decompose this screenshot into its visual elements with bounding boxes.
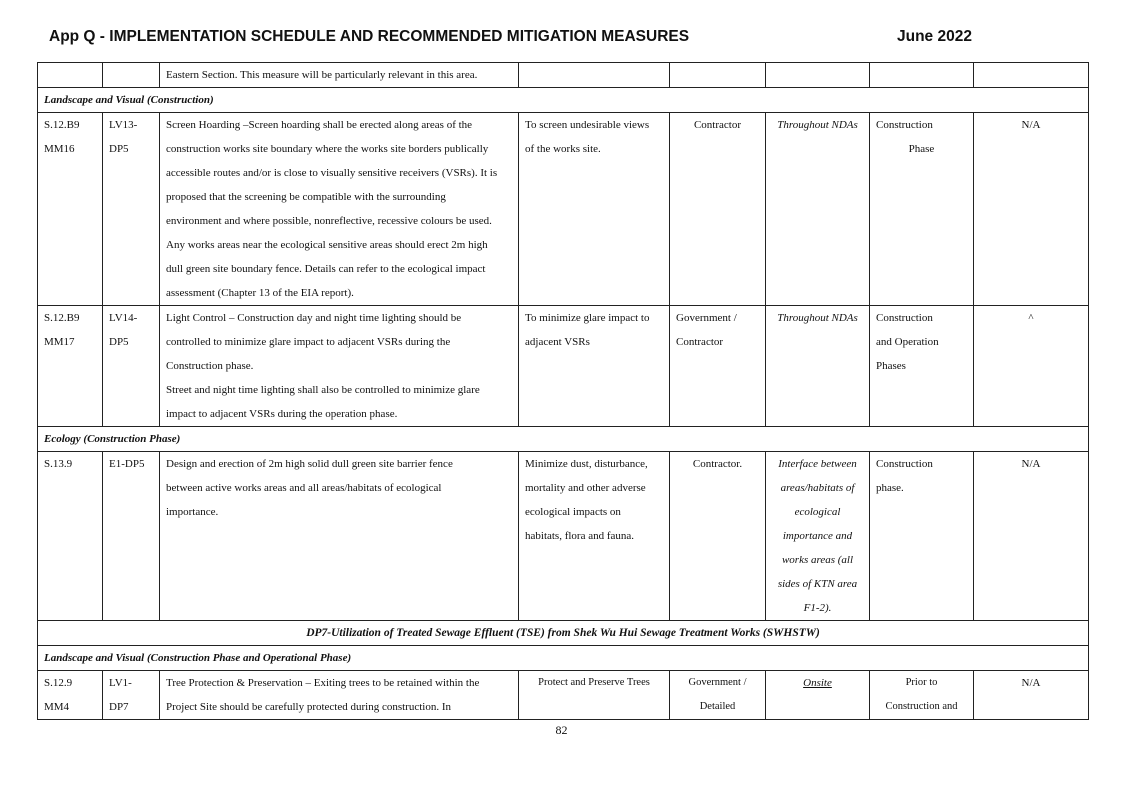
page-number: 82 <box>555 723 568 737</box>
objective-cell: To screen undesirable views of the works site. <box>519 113 670 306</box>
table-row <box>38 452 1089 621</box>
timing-cell: Prior to Construction and <box>870 671 974 720</box>
measure-cell: Screen Hoarding –Screen hoarding shall be erected along areas of the construction works site boundary where the works site borders publically accessible routes and/or is close to visually sensitive receivers (VSRs). It is proposed that the screening be compatible with the surrounding environment and where possible, nonreflective, recessive colours be used. Any works areas near the ecological sensitive areas should erect 2m high dull green site boundary fence. Details can refer to the ecological impact assessment (Chapter 13 of the EIA report). <box>160 113 519 306</box>
timing-cell: Construction Phase <box>870 113 974 306</box>
section-header-row <box>38 646 1089 671</box>
requirement-cell: N/A <box>974 113 1089 306</box>
measure-code-cell: LV1- DP7 <box>103 671 160 720</box>
measure-code-cell: LV13- DP5 <box>103 113 160 306</box>
objective-cell: Minimize dust, disturbance, mortality and other adverse ecological impacts on habitats, flora and fauna. <box>519 452 670 621</box>
requirement-cell: N/A <box>974 671 1089 720</box>
measure-cell: Light Control – Construction day and night time lighting should be controlled to minimize glare impact to adjacent VSRs during the Construction phase. Street and night time lighting shall also be controlled to minimize glare impact to adjacent VSRs during the operation phase. <box>160 306 519 427</box>
mitigation-schedule-table <box>37 62 1089 720</box>
location-cell: Interface between areas/habitats of ecological importance and works areas (all sides of KTN area F1-2). <box>766 452 870 621</box>
measure-cell: Design and erection of 2m high solid dull green site barrier fence between active works areas and all areas/habitats of ecological importance. <box>160 452 519 621</box>
eia-ref-cell: S.12.9 MM4 <box>38 671 103 720</box>
objective-cell: Protect and Preserve Trees <box>519 671 670 720</box>
agent-cell: Government / Detailed <box>670 671 766 720</box>
requirement-cell: ^ <box>974 306 1089 427</box>
timing-cell: Construction phase. <box>870 452 974 621</box>
measure-cell: Tree Protection & Preservation – Exiting trees to be retained within the Project Site should be carefully protected during construction. In <box>160 671 519 720</box>
section-heading: Landscape and Visual (Construction) <box>38 88 1089 113</box>
table-row <box>38 306 1089 427</box>
section-header-row <box>38 88 1089 113</box>
measure-code-cell: E1-DP5 <box>103 452 160 621</box>
eia-ref-cell: S.12.B9 MM16 <box>38 113 103 306</box>
timing-cell: Construction and Operation Phases <box>870 306 974 427</box>
eia-ref-cell: S.13.9 <box>38 452 103 621</box>
section-heading: Ecology (Construction Phase) <box>38 427 1089 452</box>
location-cell: Throughout NDAs <box>766 306 870 427</box>
project-header-row <box>38 621 1089 646</box>
measure-code-cell: LV14- DP5 <box>103 306 160 427</box>
document-date: June 2022 <box>897 28 972 45</box>
document-title: App Q - IMPLEMENTATION SCHEDULE AND RECOMMENDED MITIGATION MEASURES <box>49 28 690 45</box>
agent-cell: Contractor <box>670 113 766 306</box>
section-heading: Landscape and Visual (Construction Phase and Operational Phase) <box>38 646 1089 671</box>
requirement-cell: N/A <box>974 452 1089 621</box>
table-row <box>38 671 1089 720</box>
measure-cell: Eastern Section. This measure will be particularly relevant in this area. <box>160 63 519 88</box>
objective-cell: To minimize glare impact to adjacent VSRs <box>519 306 670 427</box>
section-header-row <box>38 427 1089 452</box>
eia-ref-cell: S.12.B9 MM17 <box>38 306 103 427</box>
table-row <box>38 113 1089 306</box>
location-cell: Throughout NDAs <box>766 113 870 306</box>
table-row <box>38 63 1089 88</box>
project-heading: DP7-Utilization of Treated Sewage Effluent (TSE) from Shek Wu Hui Sewage Treatment Works (SWHSTW) <box>38 621 1089 646</box>
agent-cell: Government / Contractor <box>670 306 766 427</box>
agent-cell: Contractor. <box>670 452 766 621</box>
location-cell: Onsite <box>766 671 870 720</box>
